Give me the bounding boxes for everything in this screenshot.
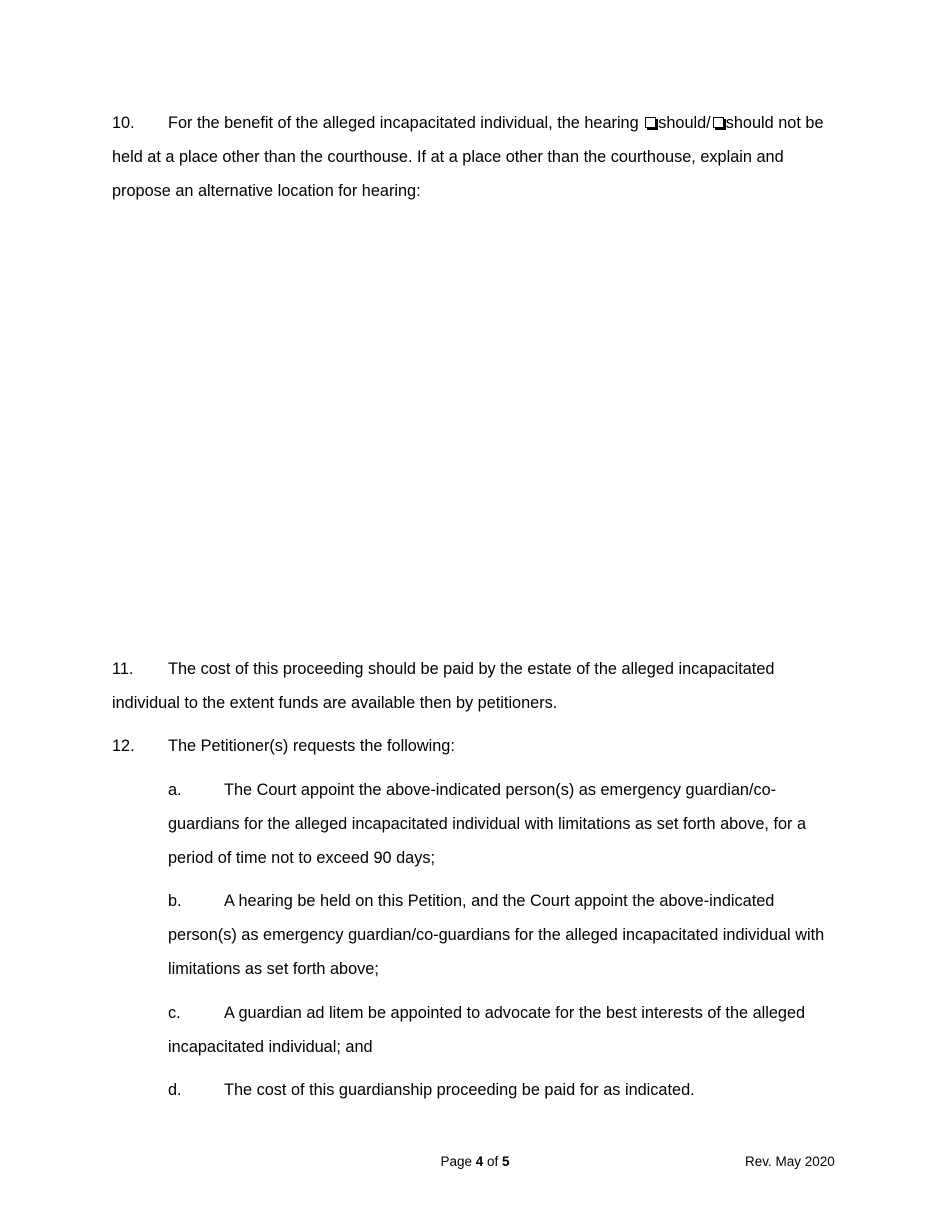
item-12-text: The Petitioner(s) requests the following: — [168, 737, 455, 755]
item-10-option-should-not: should — [725, 114, 774, 132]
item-12 — [112, 729, 842, 763]
page-prefix: Page — [440, 1154, 476, 1169]
item-10-text-after: not be held at a place other than the courthouse. If at a place other than the courthouse, explain and propose an alternative location for hearing: — [112, 114, 824, 200]
page-total: 5 — [502, 1154, 510, 1169]
item-12-d-letter: d. — [168, 1081, 182, 1099]
should-not-checkbox[interactable] — [713, 117, 724, 128]
item-10-number: 10. — [112, 114, 135, 132]
item-12-d-text: The cost of this guardianship proceeding be paid for as indicated. — [224, 1081, 695, 1099]
item-12-number: 12. — [112, 737, 135, 755]
item-10-text-before: For the benefit of the alleged incapacitated individual, the hearing — [168, 114, 644, 132]
item-11 — [112, 652, 842, 720]
item-12-c — [168, 996, 840, 1064]
item-11-number: 11. — [112, 660, 134, 678]
item-12-d — [168, 1073, 840, 1107]
item-10 — [112, 106, 842, 208]
item-10-option-should: should/ — [658, 114, 711, 132]
item-12-a-text: The Court appoint the above-indicated person(s) as emergency guardian/co-guardians for the alleged incapacitated individual with limitations as set forth above, for a period of time not to exceed 90 days; — [168, 781, 807, 867]
should-checkbox[interactable] — [645, 117, 656, 128]
item-12-c-letter: c. — [168, 1004, 181, 1022]
item-12-b-letter: b. — [168, 892, 182, 910]
page-current: 4 — [475, 1154, 484, 1169]
item-12-a-letter: a. — [168, 781, 182, 799]
page-of: of — [483, 1154, 503, 1169]
item-12-b — [168, 884, 840, 986]
item-11-text: The cost of this proceeding should be paid by the estate of the alleged incapacitated individual to the extent funds are available then by petitioners. — [112, 660, 775, 712]
item-12-b-text: A hearing be held on this Petition, and the Court appoint the above-indicated person(s) as emergency guardian/co-guardians for the alleged incapacitated individual with limitations as set forth above; — [168, 892, 825, 978]
item-12-a — [168, 773, 840, 875]
revision-date: Rev. May 2020 — [745, 1154, 835, 1169]
item-12-c-text: A guardian ad litem be appointed to advocate for the best interests of the alleged incapacitated individual; and — [168, 1004, 806, 1056]
